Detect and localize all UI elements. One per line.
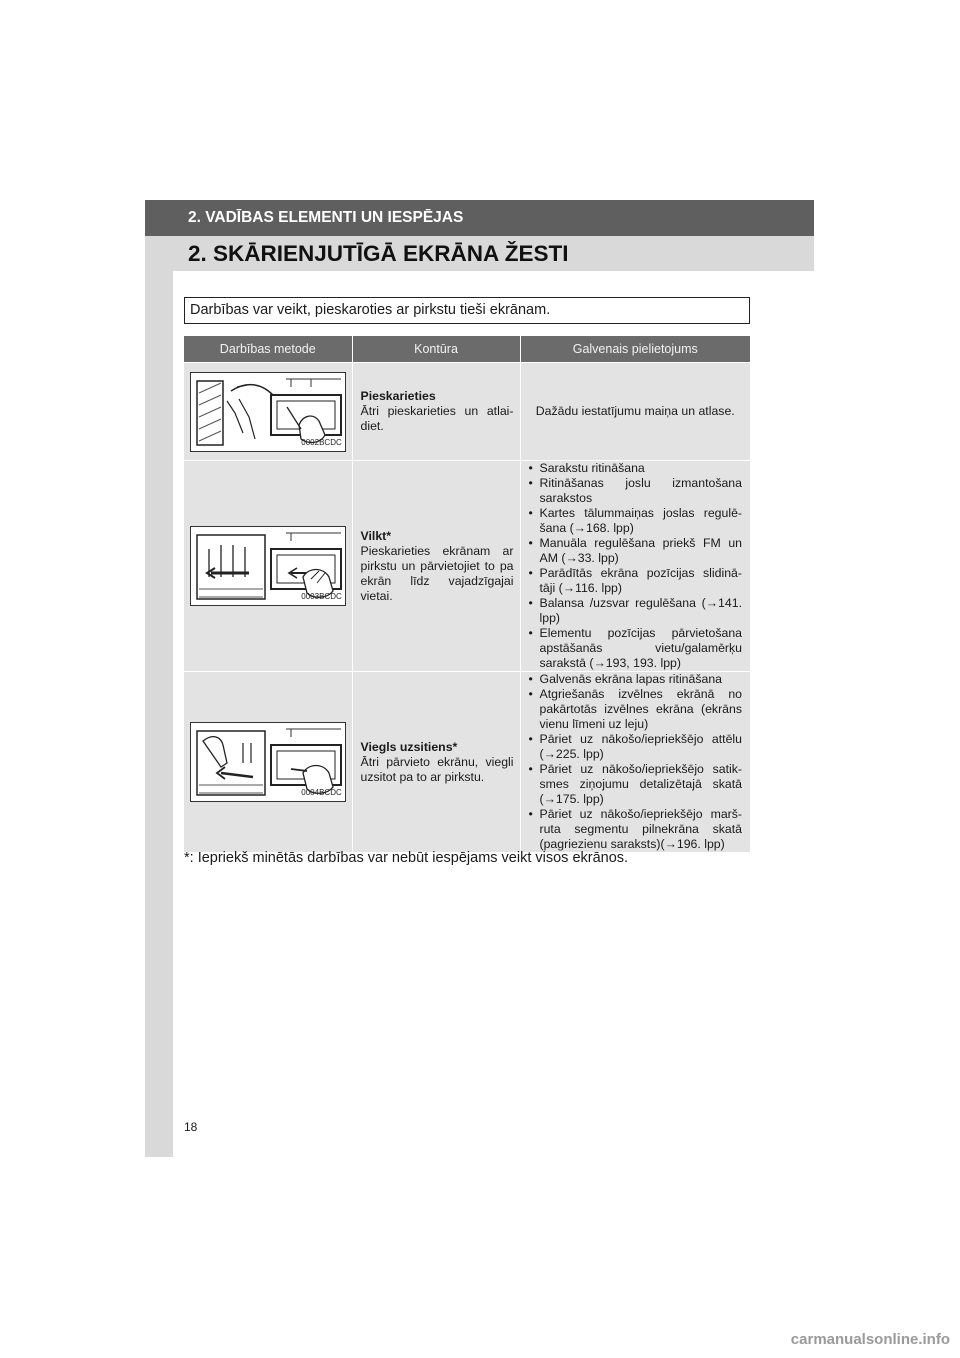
gesture-name: Pieskarieties [360,389,436,403]
gesture-illustration-cell [184,363,352,461]
usage-item: • Kartes tālummaiņas joslas regulē-šana (→168. lpp) [529,506,743,536]
section-header: 2. VADĪBAS ELEMENTI UN IESPĒJAS [145,200,814,236]
table-row [184,672,750,853]
image-code: 0003BCDC [301,592,342,601]
watermark: carmanualsonline.info [790,1331,950,1348]
usage-item: • Parādītās ekrāna pozīcijas slidinā-tāji (→116. lpp) [529,566,743,596]
usage-item: • Manuāla regulēšana priekš FM un AM (→33. lpp) [529,536,743,566]
column-header-method: Darbības metode [184,336,352,363]
gesture-table [184,336,750,852]
column-header-outline: Kontūra [352,336,520,363]
image-code: 0002BCDC [301,437,342,447]
page-sidebar-strip [145,200,173,1157]
gesture-description-cell [352,461,520,672]
usage-item: • Sarakstu ritināšana [529,461,743,476]
usage-item: • Galvenās ekrāna lapas ritināšana [529,672,743,687]
usage-item: • Pāriet uz nākošo/iepriekšējo attēlu (→225. lpp) [529,732,743,762]
drag-gesture-illustration [190,526,346,606]
gesture-name: Vilkt* [360,528,392,543]
intro-text: Darbības var veikt, pieskaroties ar pirkstu tieši ekrānam. [184,297,750,324]
table-row [184,363,750,461]
column-header-usage: Galvenais pielietojums [520,336,750,363]
gesture-description-cell [352,672,520,853]
table-header-row [184,336,750,363]
page-number: 18 [184,1120,198,1134]
table-row [184,461,750,672]
usage-list [529,461,743,671]
usage-item: • Balansa /uzsvar regulēšana (→141. lpp) [529,596,743,626]
usage-item: • Ritināšanas joslu izmantošana sarakstos [529,476,743,506]
gesture-usage-cell [520,461,750,672]
image-code: 0004BCDC [301,788,342,797]
usage-list [529,672,743,852]
gesture-description: Pieskarieties ekrānam ar pirkstu un pārvietojiet to pa ekrān līdz vajadzīgajai vietai. [360,543,514,603]
usage-item: • Pāriet uz nākošo/iepriekšējo satik-smes ziņojumu detalizētajā skatā (→175. lpp) [529,762,743,807]
page-title: 2. SKĀRIENJUTĪGĀ EKRĀNA ŽESTI [145,236,814,271]
usage-item: • Atgriešanās izvēlnes ekrānā no pakārtotās izvēlnes ekrāna (ekrāns vienu līmeni uz leju) [529,687,743,732]
gesture-usage-cell [520,672,750,853]
usage-item: Dažādu iestatījumu maiņa un atlase. [535,404,735,418]
gesture-name: Viegls uzsitiens* [360,739,458,754]
gesture-illustration-cell [184,461,352,672]
gesture-illustration-cell [184,672,352,853]
gesture-description: Ātri pieskarieties un atlai-diet. [360,404,514,433]
usage-item: • Pāriet uz nākošo/iepriekšējo marš-ruta segmentu pilnekrāna skatā (pagriezienu saraksts)(→196. lpp) [529,807,743,852]
gesture-description: Ātri pārvieto ekrānu, viegli uzsitot pa to ar pirkstu. [360,754,514,784]
tap-gesture-illustration [190,372,346,452]
gesture-usage-cell [520,363,750,461]
footnote: *: Iepriekš minētās darbības var nebūt iespējams veikt visos ekrānos. [184,850,629,866]
flick-gesture-illustration [190,722,346,802]
gesture-description-cell [352,363,520,461]
usage-item: • Elementu pozīcijas pārvietošana apstāšanās vietu/galamērķu sarakstā (→193, 193. lpp) [529,626,743,671]
